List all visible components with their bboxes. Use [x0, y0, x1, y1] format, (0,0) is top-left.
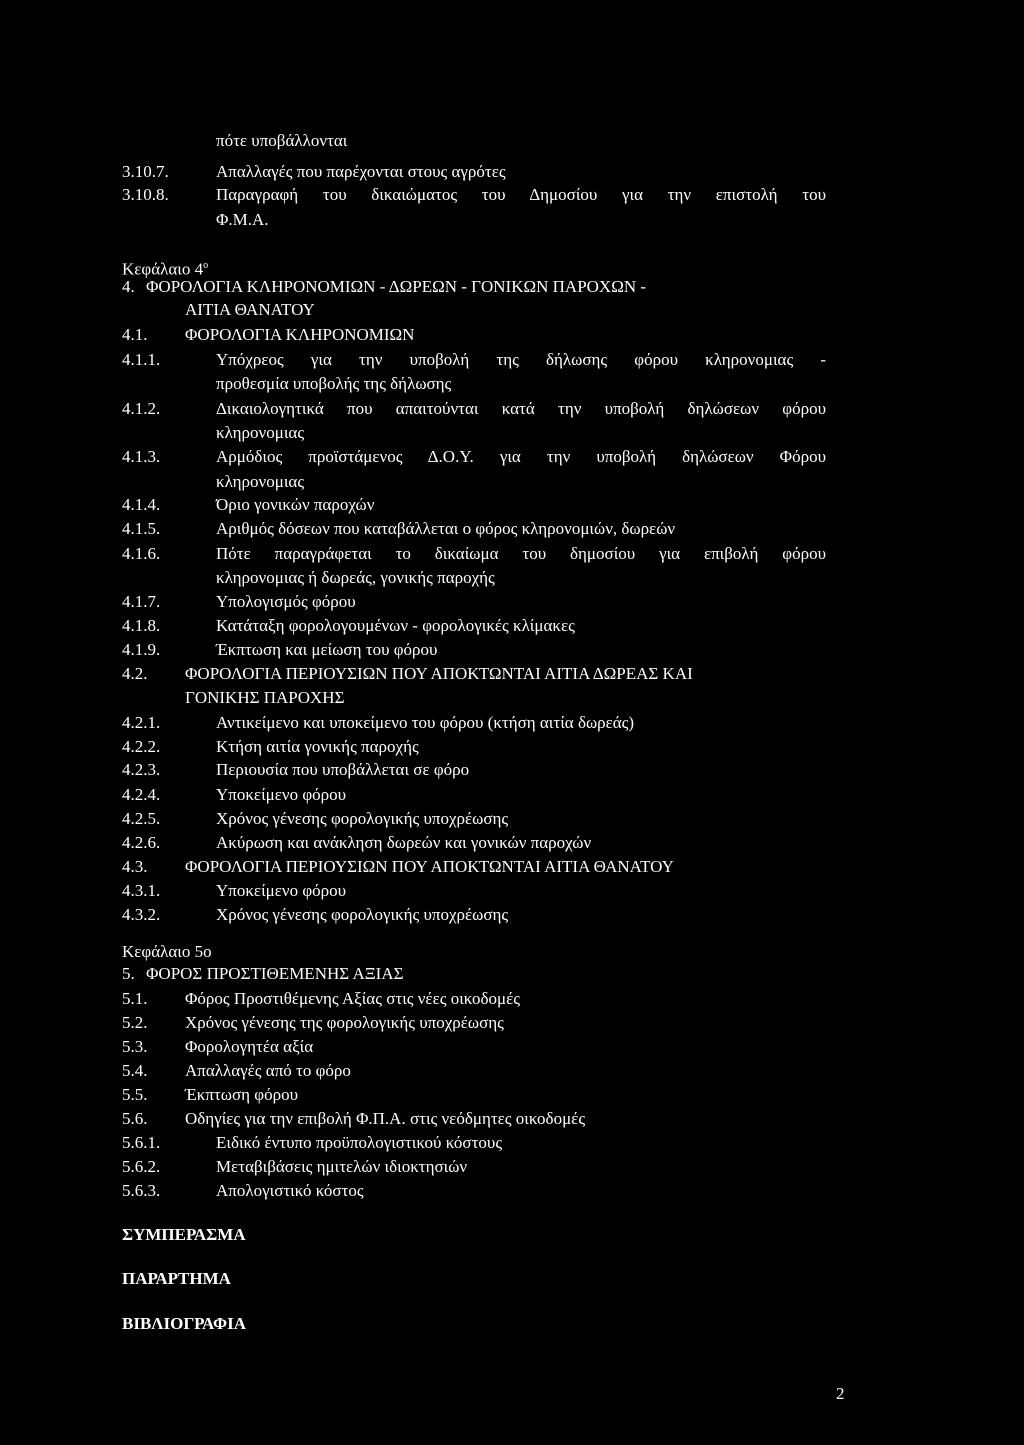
toc-text: Χρόνος γένεσης φορολογικής υποχρέωσης [216, 809, 509, 828]
toc-number: 5.6.3. [122, 1181, 161, 1200]
toc-number: 4.1.7. [122, 592, 161, 611]
toc-text: ΦΟΡΟΛΟΓΙΑ ΠΕΡΙΟΥΣΙΩΝ ΠΟΥ ΑΠΟΚΤΩΝΤΑΙ ΑΙΤΙΑ ΘΑΝΑΤΟΥ [185, 857, 674, 876]
toc-text: ΦΟΡΟΛΟΓΙΑ ΠΕΡΙΟΥΣΙΩΝ ΠΟΥ ΑΠΟΚΤΩΝΤΑΙ ΑΙΤΙΑ ΔΩΡΕΑΣ ΚΑΙ [185, 664, 693, 683]
toc-text: ΓΟΝΙΚΗΣ ΠΑΡΟΧΗΣ [185, 688, 345, 707]
toc-number: 5.2. [122, 1013, 148, 1032]
toc-text: Περιουσία που υποβάλλεται σε φόρο [216, 760, 470, 779]
toc-text: ΒΙΒΛΙΟΓΡΑΦΙΑ [122, 1314, 247, 1333]
toc-text: Υπολογισμός φόρου [216, 592, 356, 611]
toc-number: 4.3. [122, 857, 148, 876]
toc-number: 5.6.1. [122, 1133, 161, 1152]
toc-text: Υπόχρεος για την υποβολή της δήλωσης φόρου κληρονομιας - [216, 350, 826, 369]
toc-text: Αριθμός δόσεων που καταβάλλεται ο φόρος κληρονομιών, δωρεών [216, 519, 676, 538]
toc-text: ΦΟΡΟΛΟΓΙΑ ΚΛΗΡΟΝΟΜΙΩΝ - ΔΩΡΕΩΝ - ΓΟΝΙΚΩΝ ΠΑΡΟΧΩΝ - [146, 277, 647, 296]
toc-text: Αντικείμενο και υποκείμενο του φόρου (κτήση αιτία δωρεάς) [216, 713, 635, 732]
toc-number: 3.10.7. [122, 162, 169, 181]
toc-text: ΦΟΡΟΣ ΠΡΟΣΤΙΘΕΜΕΝΗΣ ΑΞΙΑΣ [146, 964, 404, 983]
toc-text: Ακύρωση και ανάκληση δωρεών και γονικών παροχών [216, 833, 592, 852]
toc-text: Χρόνος γένεσης της φορολογικής υποχρέωσης [185, 1013, 504, 1032]
toc-number: 4.1.4. [122, 495, 161, 514]
toc-text: ΣΥΜΠΕΡΑΣΜΑ [122, 1225, 246, 1244]
toc-text: ΦΟΡΟΛΟΓΙΑ ΚΛΗΡΟΝΟΜΙΩΝ [185, 325, 415, 344]
toc-number: 5.6. [122, 1109, 148, 1128]
toc-number: 3.10.8. [122, 185, 169, 204]
toc-number: 5.4. [122, 1061, 148, 1080]
toc-number: 4.1.2. [122, 399, 161, 418]
toc-number: 5.6.2. [122, 1157, 161, 1176]
toc-number: 4.3.2. [122, 905, 161, 924]
toc-number: 4.2.5. [122, 809, 161, 828]
toc-text: Δικαιολογητικά που απαιτούνται κατά την υποβολή δηλώσεων φόρου [216, 399, 826, 418]
toc-text: ΑΙΤΙΑ ΘΑΝΑΤΟΥ [185, 300, 315, 319]
toc-text: Φόρος Προστιθέμενης Αξίας στις νέες οικοδομές [185, 989, 520, 1008]
chapter-superscript: ο [203, 260, 209, 271]
toc-text: Κτήση αιτία γονικής παροχής [216, 737, 419, 756]
toc-number: 4.2.2. [122, 737, 161, 756]
toc-number: 4.2.3. [122, 760, 161, 779]
toc-text: Χρόνος γένεσης φορολογικής υποχρέωσης [216, 905, 509, 924]
toc-text: Αρμόδιος προϊστάμενος Δ.Ο.Υ. για την υποβολή δηλώσεων Φόρου [216, 447, 826, 466]
toc-text: κληρονομιας [216, 423, 305, 442]
toc-text: Υποκείμενο φόρου [216, 785, 347, 804]
toc-text: Φ.Μ.Α. [216, 210, 269, 229]
toc-number: 4. [122, 277, 135, 296]
page-number: 2 [836, 1384, 845, 1403]
toc-text: προθεσμία υποβολής της δήλωσης [216, 374, 452, 393]
toc-number: 4.1.8. [122, 616, 161, 635]
toc-text: κληρονομιας ή δωρεάς, γονικής παροχής [216, 568, 495, 587]
toc-number: 4.1.9. [122, 640, 161, 659]
toc-number: 5.3. [122, 1037, 148, 1056]
toc-number: 4.2. [122, 664, 148, 683]
toc-text: Όριο γονικών παροχών [216, 495, 375, 514]
toc-text: Απαλλαγές από το φόρο [185, 1061, 351, 1080]
chapter-title: Κεφάλαιο 5ο [122, 942, 212, 961]
toc-text: Οδηγίες για την επιβολή Φ.Π.Α. στις νεόδμητες οικοδομές [185, 1109, 586, 1128]
toc-text: Υποκείμενο φόρου [216, 881, 347, 900]
toc-number: 5.1. [122, 989, 148, 1008]
toc-number: 4.2.6. [122, 833, 161, 852]
toc-text: Έκπτωση και μείωση του φόρου [216, 640, 438, 659]
toc-number: 4.2.4. [122, 785, 161, 804]
toc-number: 4.1.5. [122, 519, 161, 538]
toc-text: Πότε παραγράφεται το δικαίωμα του δημοσίου για επιβολή φόρου [216, 544, 826, 563]
toc-number: 4.1.6. [122, 544, 161, 563]
toc-number: 5.5. [122, 1085, 148, 1104]
toc-text: Απολογιστικό κόστος [216, 1181, 364, 1200]
toc-text: Ειδικό έντυπο προϋπολογιστικού κόστους [216, 1133, 503, 1152]
toc-number: 4.3.1. [122, 881, 161, 900]
toc-number: 4.1. [122, 325, 148, 344]
toc-text: Έκπτωση φόρου [185, 1085, 298, 1104]
toc-number: 4.1.3. [122, 447, 161, 466]
toc-text: Μεταβιβάσεις ημιτελών ιδιοκτησιών [216, 1157, 468, 1176]
toc-text: Απαλλαγές που παρέχονται στους αγρότες [216, 162, 506, 181]
toc-number: 4.2.1. [122, 713, 161, 732]
toc-number: 4.1.1. [122, 350, 161, 369]
toc-text: Κατάταξη φορολογουμένων - φορολογικές κλίμακες [216, 616, 575, 635]
toc-number: 5. [122, 964, 135, 983]
toc-text: Παραγραφή του δικαιώματος του Δημοσίου για την επιστολή του [216, 185, 826, 204]
toc-text: Φορολογητέα αξία [185, 1037, 314, 1056]
toc-text: ΠΑΡΑΡΤΗΜΑ [122, 1269, 231, 1288]
toc-text: πότε υποβάλλονται [216, 131, 348, 150]
chapter-title: Κεφάλαιο 4 [122, 259, 204, 279]
toc-text: κληρονομιας [216, 472, 305, 491]
